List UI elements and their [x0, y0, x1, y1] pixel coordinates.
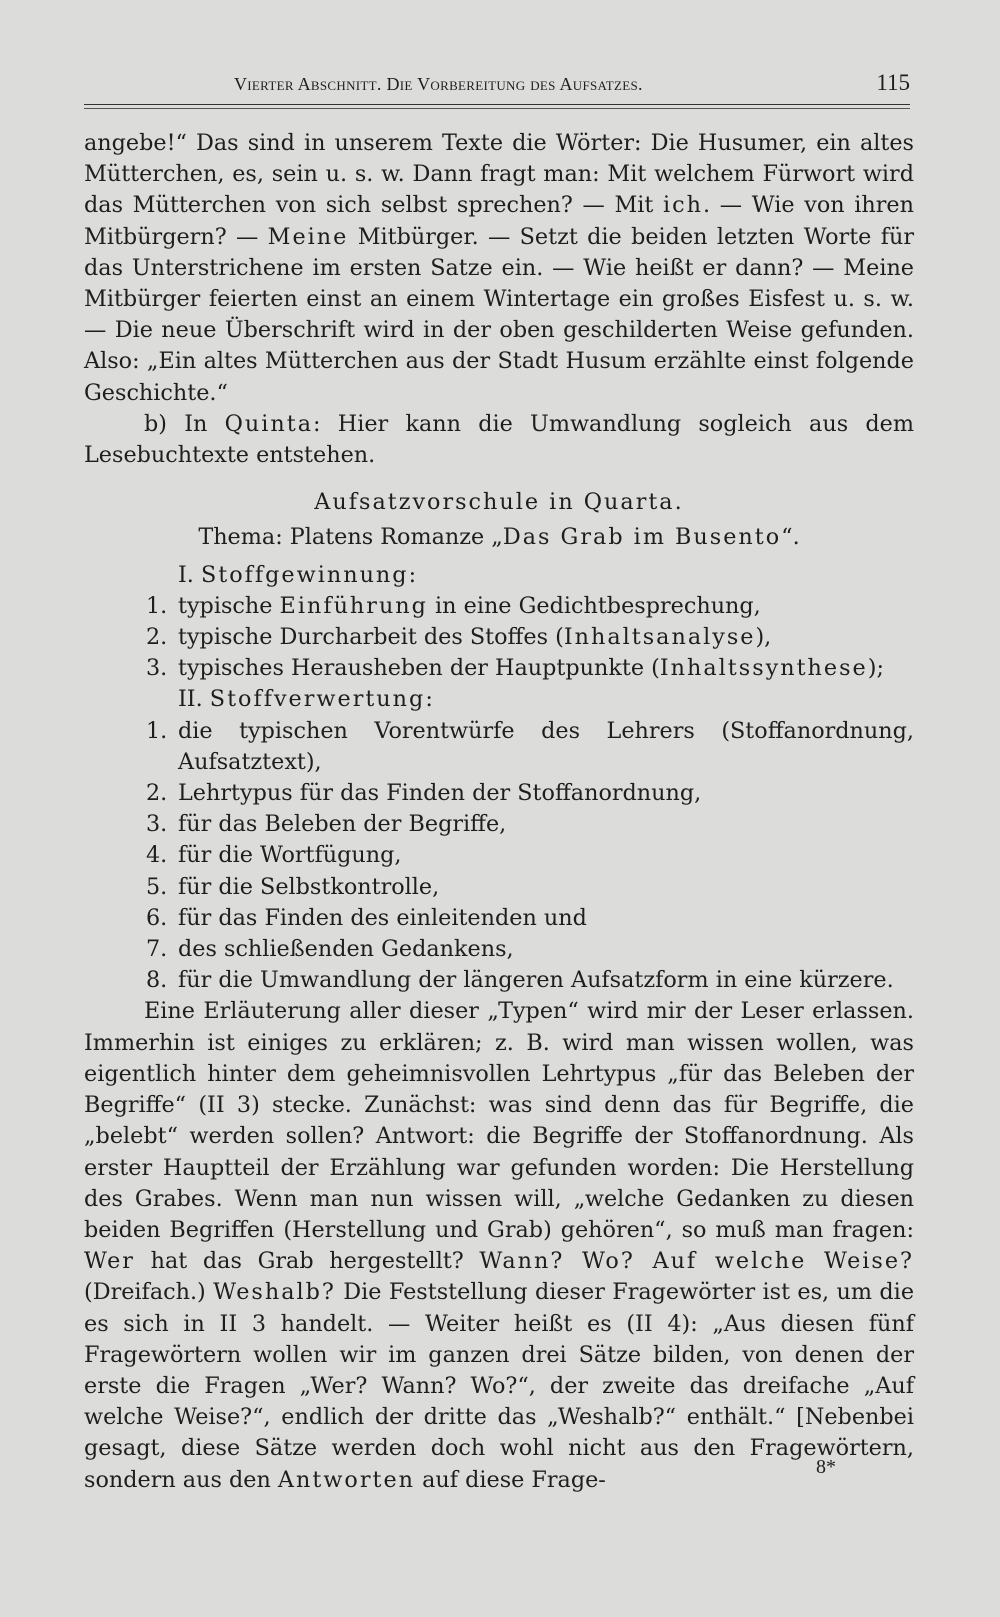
part-2-list	[84, 716, 914, 997]
list-item: 4. für die Wortfügung,	[146, 842, 402, 869]
list-item: 1. die typischen Vorentwürfe des Lehrers (Stoffanordnung, Aufsatztext),	[146, 717, 914, 775]
running-title: Vierter Abschnitt. Die Vorbereitung des Aufsatzes.	[234, 74, 643, 94]
part-1-heading: I. Stoffgewinnung:	[178, 561, 417, 588]
list-item: 3. typisches Herausheben der Hauptpunkte (Inhaltssynthese);	[146, 655, 884, 682]
paragraph-2: b) In Quinta: Hier kann die Umwandlung sogleich aus dem Lesebuchtexte entstehen.	[84, 410, 914, 469]
thema-line: Thema: Platens Romanze „Das Grab im Busento“.	[198, 524, 800, 551]
spaced-word: Weshalb?	[213, 1279, 336, 1306]
list-item: 2. typische Durcharbeit des Stoffes (Inhaltsanalyse),	[146, 624, 772, 651]
list-item: 1. typische Einführung in eine Gedichtbesprechung,	[146, 592, 761, 619]
spaced-word: Meine	[267, 223, 349, 250]
page-header	[84, 70, 910, 100]
spaced-word: Wer	[84, 1248, 135, 1275]
part-1-list	[84, 591, 914, 685]
spaced-word: Wann? Wo? Auf welche Weise?	[479, 1248, 914, 1275]
spaced-word: Das Grab im Busento	[502, 524, 782, 551]
page-body	[84, 128, 914, 1496]
spaced-word: Quinta	[224, 410, 314, 437]
paragraph-1: angebe!“ Das sind in unserem Texte die Wörter: Die Husumer, ein altes Mütterchen, es, sein u. s. w. Dann fragt man: Mit welchem Fürwort wird das Mütterchen von sich selbst sprechen? — Mit ich. — Wie von ihren Mitbürgern? — Meine Mitbürger. — Setzt die beiden letzten Worte für das Unterstrichene im ersten Satze ein. — Wie heißt er dann? — Meine Mitbürger feierten einst an einem Wintertage ein großes Eisfest u. s. w. — Die neue Überschrift wird in der oben geschilderten Weise gefunden. Also: „Ein altes Mütterchen aus der Stadt Husum erzählte einst folgende Geschichte.“	[84, 130, 914, 406]
spaced-word: ich	[663, 192, 704, 219]
header-rule-secondary	[84, 108, 910, 109]
list-item: 5. für die Selbstkontrolle,	[146, 873, 440, 900]
spaced-word: Antworten	[277, 1466, 416, 1493]
page-number: 115	[876, 70, 910, 95]
part-2-heading: II. Stoffverwertung:	[178, 686, 433, 713]
list-item: 8. für die Umwandlung der längeren Aufsatzform in eine kürzere.	[146, 967, 894, 994]
list-item: 2. Lehrtypus für das Finden der Stoffanordnung,	[146, 780, 702, 807]
section-title: Aufsatzvorschule in Quarta.	[314, 489, 684, 516]
list-item: 6. für das Finden des einleitenden und	[146, 904, 587, 931]
list-item: 7. des schließenden Gedankens,	[146, 936, 514, 963]
signature-mark: 8*	[816, 1456, 836, 1478]
header-rule	[84, 104, 910, 105]
list-item: 3. für das Beleben der Begriffe,	[146, 811, 507, 838]
paragraph-3: Eine Erläuterung aller dieser „Typen“ wird mir der Leser erlassen. Immerhin ist einiges zu erklären; z. B. wird man wissen wollen, was eigentlich hinter dem geheimnisvollen Lehrtypus „für das Beleben der Begriffe“ (II 3) stecke. Zunächst: was sind denn das für Begriffe, die „belebt“ werden sollen? Antwort: die Begriffe der Stoffanordnung. Als erster Hauptteil der Erzählung war gefunden worden: Die Herstellung des Grabes. Wenn man nun wissen will, „welche Gedanken zu diesen beiden Begriffen (Herstellung und Grab) gehören“, so muß man fragen: Wer hat das Grab hergestellt? Wann? Wo? Auf welche Weise? (Dreifach.) Weshalb? Die Feststellung dieser Fragewörter ist es, um die es sich in II 3 handelt. — Weiter heißt es (II 4): „Aus diesen fünf Fragewörtern wollen wir im ganzen drei Sätze bilden, von denen der erste die Fragen „Wer? Wann? Wo?“, der zweite das dreifache „Auf welche Weise?“, endlich der dritte das „Weshalb?“ enthält.“ [Nebenbei gesagt, diese Sätze werden doch wohl nicht aus den Fragewörtern, sondern aus den Antworten auf diese Frage-	[84, 998, 915, 1493]
